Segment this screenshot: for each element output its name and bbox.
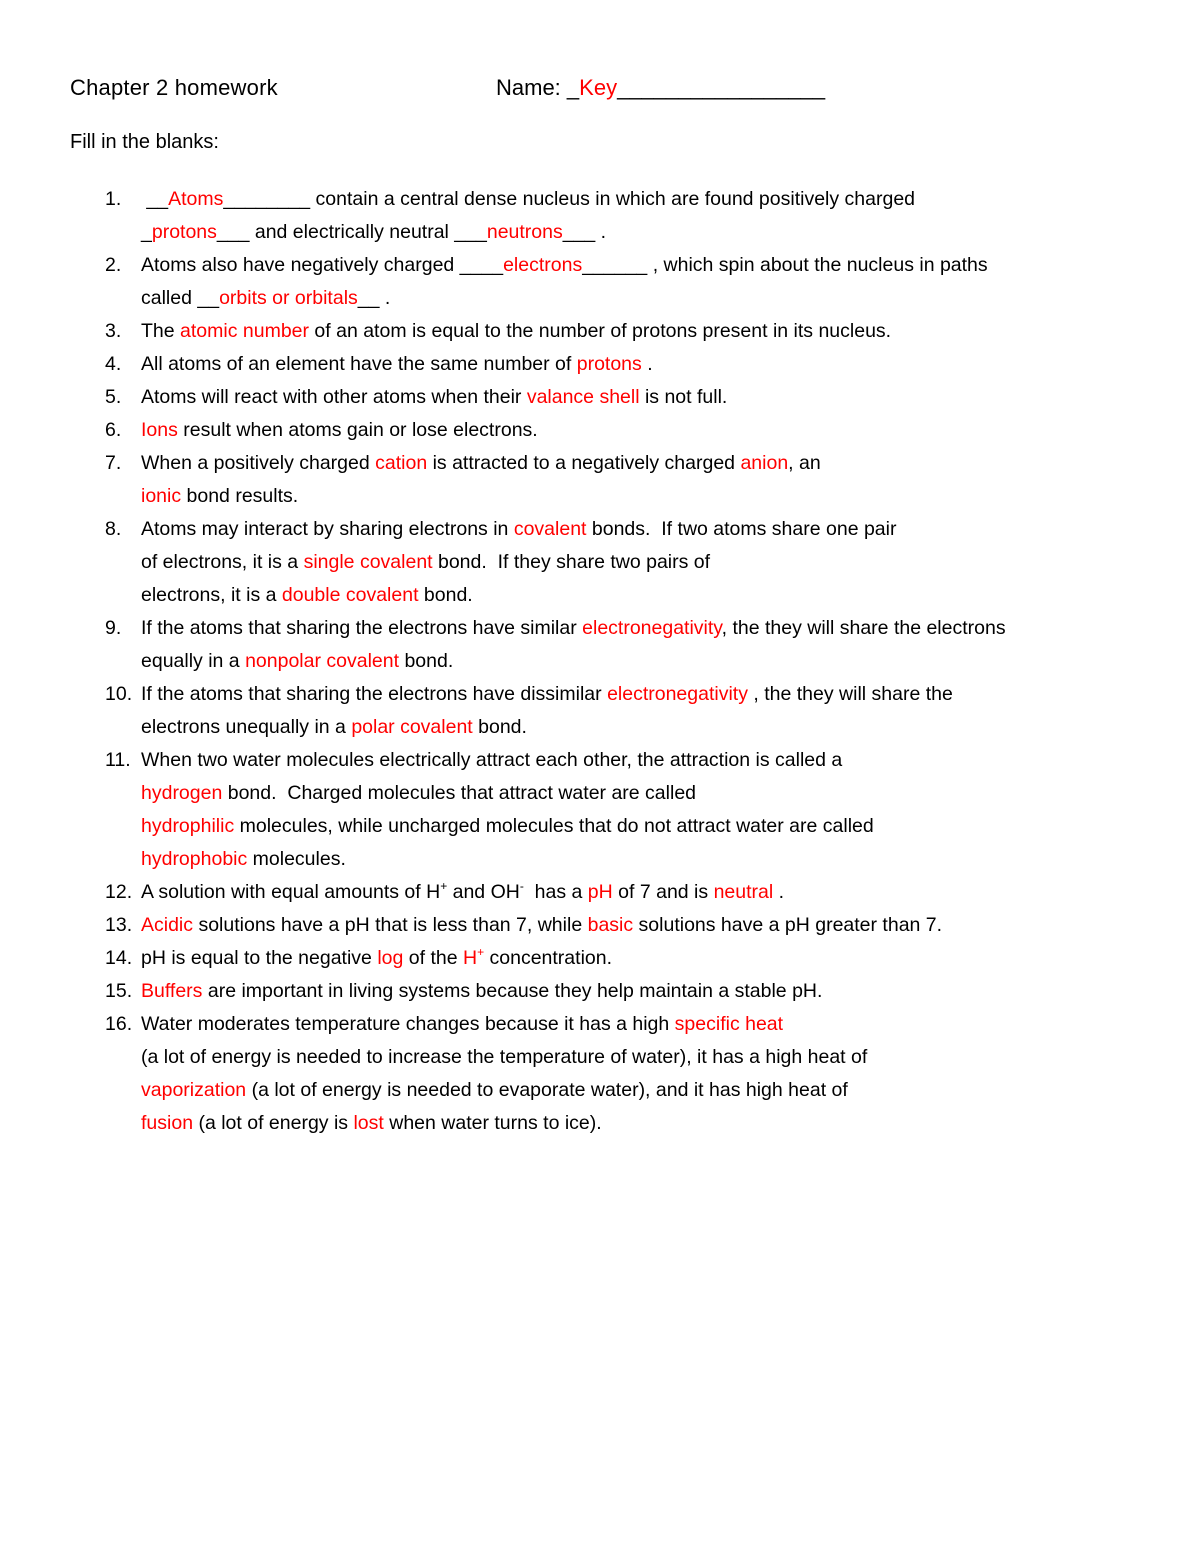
prompt-text: __ .	[357, 287, 391, 309]
answer-text: lost	[353, 1112, 384, 1134]
prompt-text: ________ contain a central dense nucleus in which are found positively charged	[223, 188, 916, 210]
item-number: 8.	[105, 518, 122, 540]
prompt-text: -	[519, 878, 524, 893]
item-number: 14.	[105, 947, 133, 969]
answer-text: Atoms	[168, 188, 224, 210]
answer-text: neutral	[713, 881, 774, 903]
item-number: 7.	[105, 452, 122, 474]
name-label: Name:	[496, 75, 561, 100]
item-line	[141, 843, 1200, 876]
prompt-text: has a	[523, 881, 588, 903]
prompt-text: bond.	[418, 584, 473, 606]
name-suffix: _________________	[617, 75, 826, 100]
prompt-text: All atoms of an element have the same number of	[141, 353, 577, 375]
prompt-text: bond.	[399, 650, 454, 672]
prompt-text: solutions have a pH that is less than 7, while	[193, 914, 588, 936]
item-number: 2.	[105, 254, 122, 276]
answer-text: Acidic	[141, 914, 194, 936]
item-number: 5.	[105, 386, 122, 408]
answer-text: double covalent	[281, 584, 419, 606]
answer-text: nonpolar covalent	[245, 650, 400, 672]
prompt-text: The	[141, 320, 181, 342]
item-line	[141, 381, 1200, 414]
prompt-text: When two water molecules electrically attract each other, the attraction is called a	[141, 749, 843, 771]
list-item	[0, 612, 1200, 678]
answer-text: protons	[576, 353, 642, 375]
name-prefix: _	[560, 75, 580, 100]
prompt-text: If the atoms that sharing the electrons have similar	[141, 617, 583, 639]
prompt-text: electrons, it is a	[141, 584, 282, 606]
answer-text: specific heat	[674, 1013, 784, 1035]
item-line	[141, 975, 1200, 1008]
answer-text: cation	[375, 452, 428, 474]
list-item	[0, 249, 1200, 315]
question-list	[0, 183, 1200, 1140]
item-line	[141, 678, 1200, 711]
item-line	[141, 1041, 1200, 1074]
prompt-text: of an atom is equal to the number of protons present in its nucleus.	[309, 320, 892, 342]
item-line	[141, 216, 1200, 249]
list-item	[0, 909, 1200, 942]
prompt-text: ______ , which spin about the nucleus in paths	[582, 254, 988, 276]
prompt-text: bond. Charged molecules that attract water are called	[222, 782, 697, 804]
prompt-text: molecules.	[247, 848, 346, 870]
prompt-text: ___ .	[562, 221, 607, 243]
answer-text: H	[462, 947, 478, 969]
prompt-text: If the atoms that sharing the electrons have dissimilar	[141, 683, 608, 705]
item-line	[141, 348, 1200, 381]
prompt-text: ___ and electrically neutral ___	[216, 221, 487, 243]
prompt-text: pH is equal to the negative	[141, 947, 378, 969]
answer-text: hydrophilic	[141, 815, 235, 837]
item-number: 13.	[105, 914, 133, 936]
item-line	[141, 876, 1200, 909]
list-item	[0, 744, 1200, 876]
answer-text: neutrons	[486, 221, 563, 243]
answer-text: fusion	[141, 1112, 194, 1134]
item-number: 1.	[105, 188, 122, 210]
item-number: 9.	[105, 617, 122, 639]
prompt-text: concentration.	[484, 947, 613, 969]
prompt-text: result when atoms gain or lose electrons.	[177, 419, 538, 441]
item-line	[141, 1008, 1200, 1041]
answer-text: electronegativity	[607, 683, 748, 705]
item-line	[141, 942, 1200, 975]
prompt-text: , the they will share the electrons	[721, 617, 1006, 639]
prompt-text: bonds. If two atoms share one pair	[586, 518, 897, 540]
prompt-text: solutions have a pH greater than 7.	[633, 914, 943, 936]
list-item	[0, 414, 1200, 447]
answer-text: Buffers	[141, 980, 203, 1002]
item-number: 4.	[105, 353, 122, 375]
list-item	[0, 315, 1200, 348]
list-item	[0, 975, 1200, 1008]
list-item	[0, 447, 1200, 513]
answer-text: polar covalent	[351, 716, 473, 738]
prompt-text: bond. If they share two pairs of	[432, 551, 711, 573]
item-line	[141, 447, 1200, 480]
item-number: 6.	[105, 419, 122, 441]
item-number: 10.	[105, 683, 133, 705]
prompt-text: .	[641, 353, 653, 375]
item-number: 3.	[105, 320, 122, 342]
prompt-text: __	[141, 188, 169, 210]
answer-text: anion	[740, 452, 789, 474]
item-line	[141, 777, 1200, 810]
prompt-text: _	[141, 221, 152, 243]
prompt-text: (a lot of energy is needed to increase the temperature of water), it has a high heat of	[141, 1046, 868, 1068]
answer-text: atomic number	[180, 320, 309, 342]
prompt-text: , the they will share the	[747, 683, 953, 705]
prompt-text: when water turns to ice).	[383, 1112, 602, 1134]
item-line	[141, 546, 1200, 579]
answer-text: pH	[587, 881, 613, 903]
prompt-text: molecules, while uncharged molecules that do not attract water are called	[234, 815, 874, 837]
answer-text: +	[477, 944, 485, 959]
item-line	[141, 645, 1200, 678]
list-item	[0, 513, 1200, 612]
item-line	[141, 414, 1200, 447]
prompt-text: of electrons, it is a	[141, 551, 304, 573]
answer-text: ionic	[141, 485, 182, 507]
list-item	[0, 942, 1200, 975]
prompt-text: Atoms may interact by sharing electrons in	[141, 518, 514, 540]
item-number: 15.	[105, 980, 133, 1002]
item-line	[141, 909, 1200, 942]
list-item	[0, 381, 1200, 414]
page-title: Chapter 2 homework	[70, 75, 278, 100]
prompt-text: Atoms will react with other atoms when their	[141, 386, 527, 408]
prompt-text: bond results.	[181, 485, 299, 507]
prompt-text: (a lot of energy is	[193, 1112, 354, 1134]
prompt-text: electrons unequally in a	[141, 716, 352, 738]
item-line	[141, 579, 1200, 612]
prompt-text: A solution with equal amounts of H	[141, 881, 441, 903]
item-number: 11.	[105, 749, 131, 771]
prompt-text: bond.	[472, 716, 527, 738]
list-item	[0, 1008, 1200, 1140]
item-line	[141, 513, 1200, 546]
prompt-text: When a positively charged	[141, 452, 376, 474]
answer-text: hydrogen	[141, 782, 223, 804]
item-number: 16.	[105, 1013, 133, 1035]
answer-text: electrons	[503, 254, 583, 276]
item-line	[141, 612, 1200, 645]
answer-text: single covalent	[303, 551, 433, 573]
answer-text: covalent	[513, 518, 587, 540]
item-line	[141, 282, 1200, 315]
answer-text: basic	[587, 914, 634, 936]
answer-text: electronegativity	[582, 617, 722, 639]
prompt-text: +	[440, 878, 448, 893]
list-item	[0, 348, 1200, 381]
item-line	[141, 315, 1200, 348]
prompt-text: and OH	[447, 881, 520, 903]
prompt-text: Water moderates temperature changes because it has a high	[141, 1013, 675, 1035]
prompt-text: called __	[141, 287, 220, 309]
answer-text: Ions	[141, 419, 178, 441]
prompt-text: , an	[788, 452, 821, 474]
prompt-text: of 7 and is	[612, 881, 714, 903]
item-line	[141, 183, 1200, 216]
prompt-text: equally in a	[141, 650, 246, 672]
item-line	[141, 810, 1200, 843]
list-item	[0, 678, 1200, 744]
item-line	[141, 249, 1200, 282]
prompt-text: is not full.	[639, 386, 728, 408]
item-line	[141, 744, 1200, 777]
answer-text: hydrophobic	[141, 848, 248, 870]
prompt-text: Atoms also have negatively charged ____	[141, 254, 504, 276]
list-item	[0, 183, 1200, 249]
item-line	[141, 1107, 1200, 1140]
item-line	[141, 1074, 1200, 1107]
prompt-text: .	[773, 881, 785, 903]
name-value: Key	[579, 75, 618, 100]
item-line	[141, 711, 1200, 744]
prompt-text: (a lot of energy is needed to evaporate water), and it has high heat of	[246, 1079, 848, 1101]
instructions: Fill in the blanks:	[70, 131, 219, 153]
list-item	[0, 876, 1200, 909]
name-field	[496, 75, 825, 101]
answer-text: valance shell	[526, 386, 640, 408]
item-number: 12.	[105, 881, 133, 903]
answer-text: log	[377, 947, 404, 969]
prompt-text: of the	[403, 947, 463, 969]
prompt-text: is attracted to a negatively charged	[427, 452, 741, 474]
item-line	[141, 480, 1200, 513]
prompt-text: are important in living systems because they help maintain a stable pH.	[202, 980, 823, 1002]
answer-text: protons	[151, 221, 217, 243]
answer-text: vaporization	[141, 1079, 247, 1101]
answer-text: orbits or orbitals	[219, 287, 358, 309]
